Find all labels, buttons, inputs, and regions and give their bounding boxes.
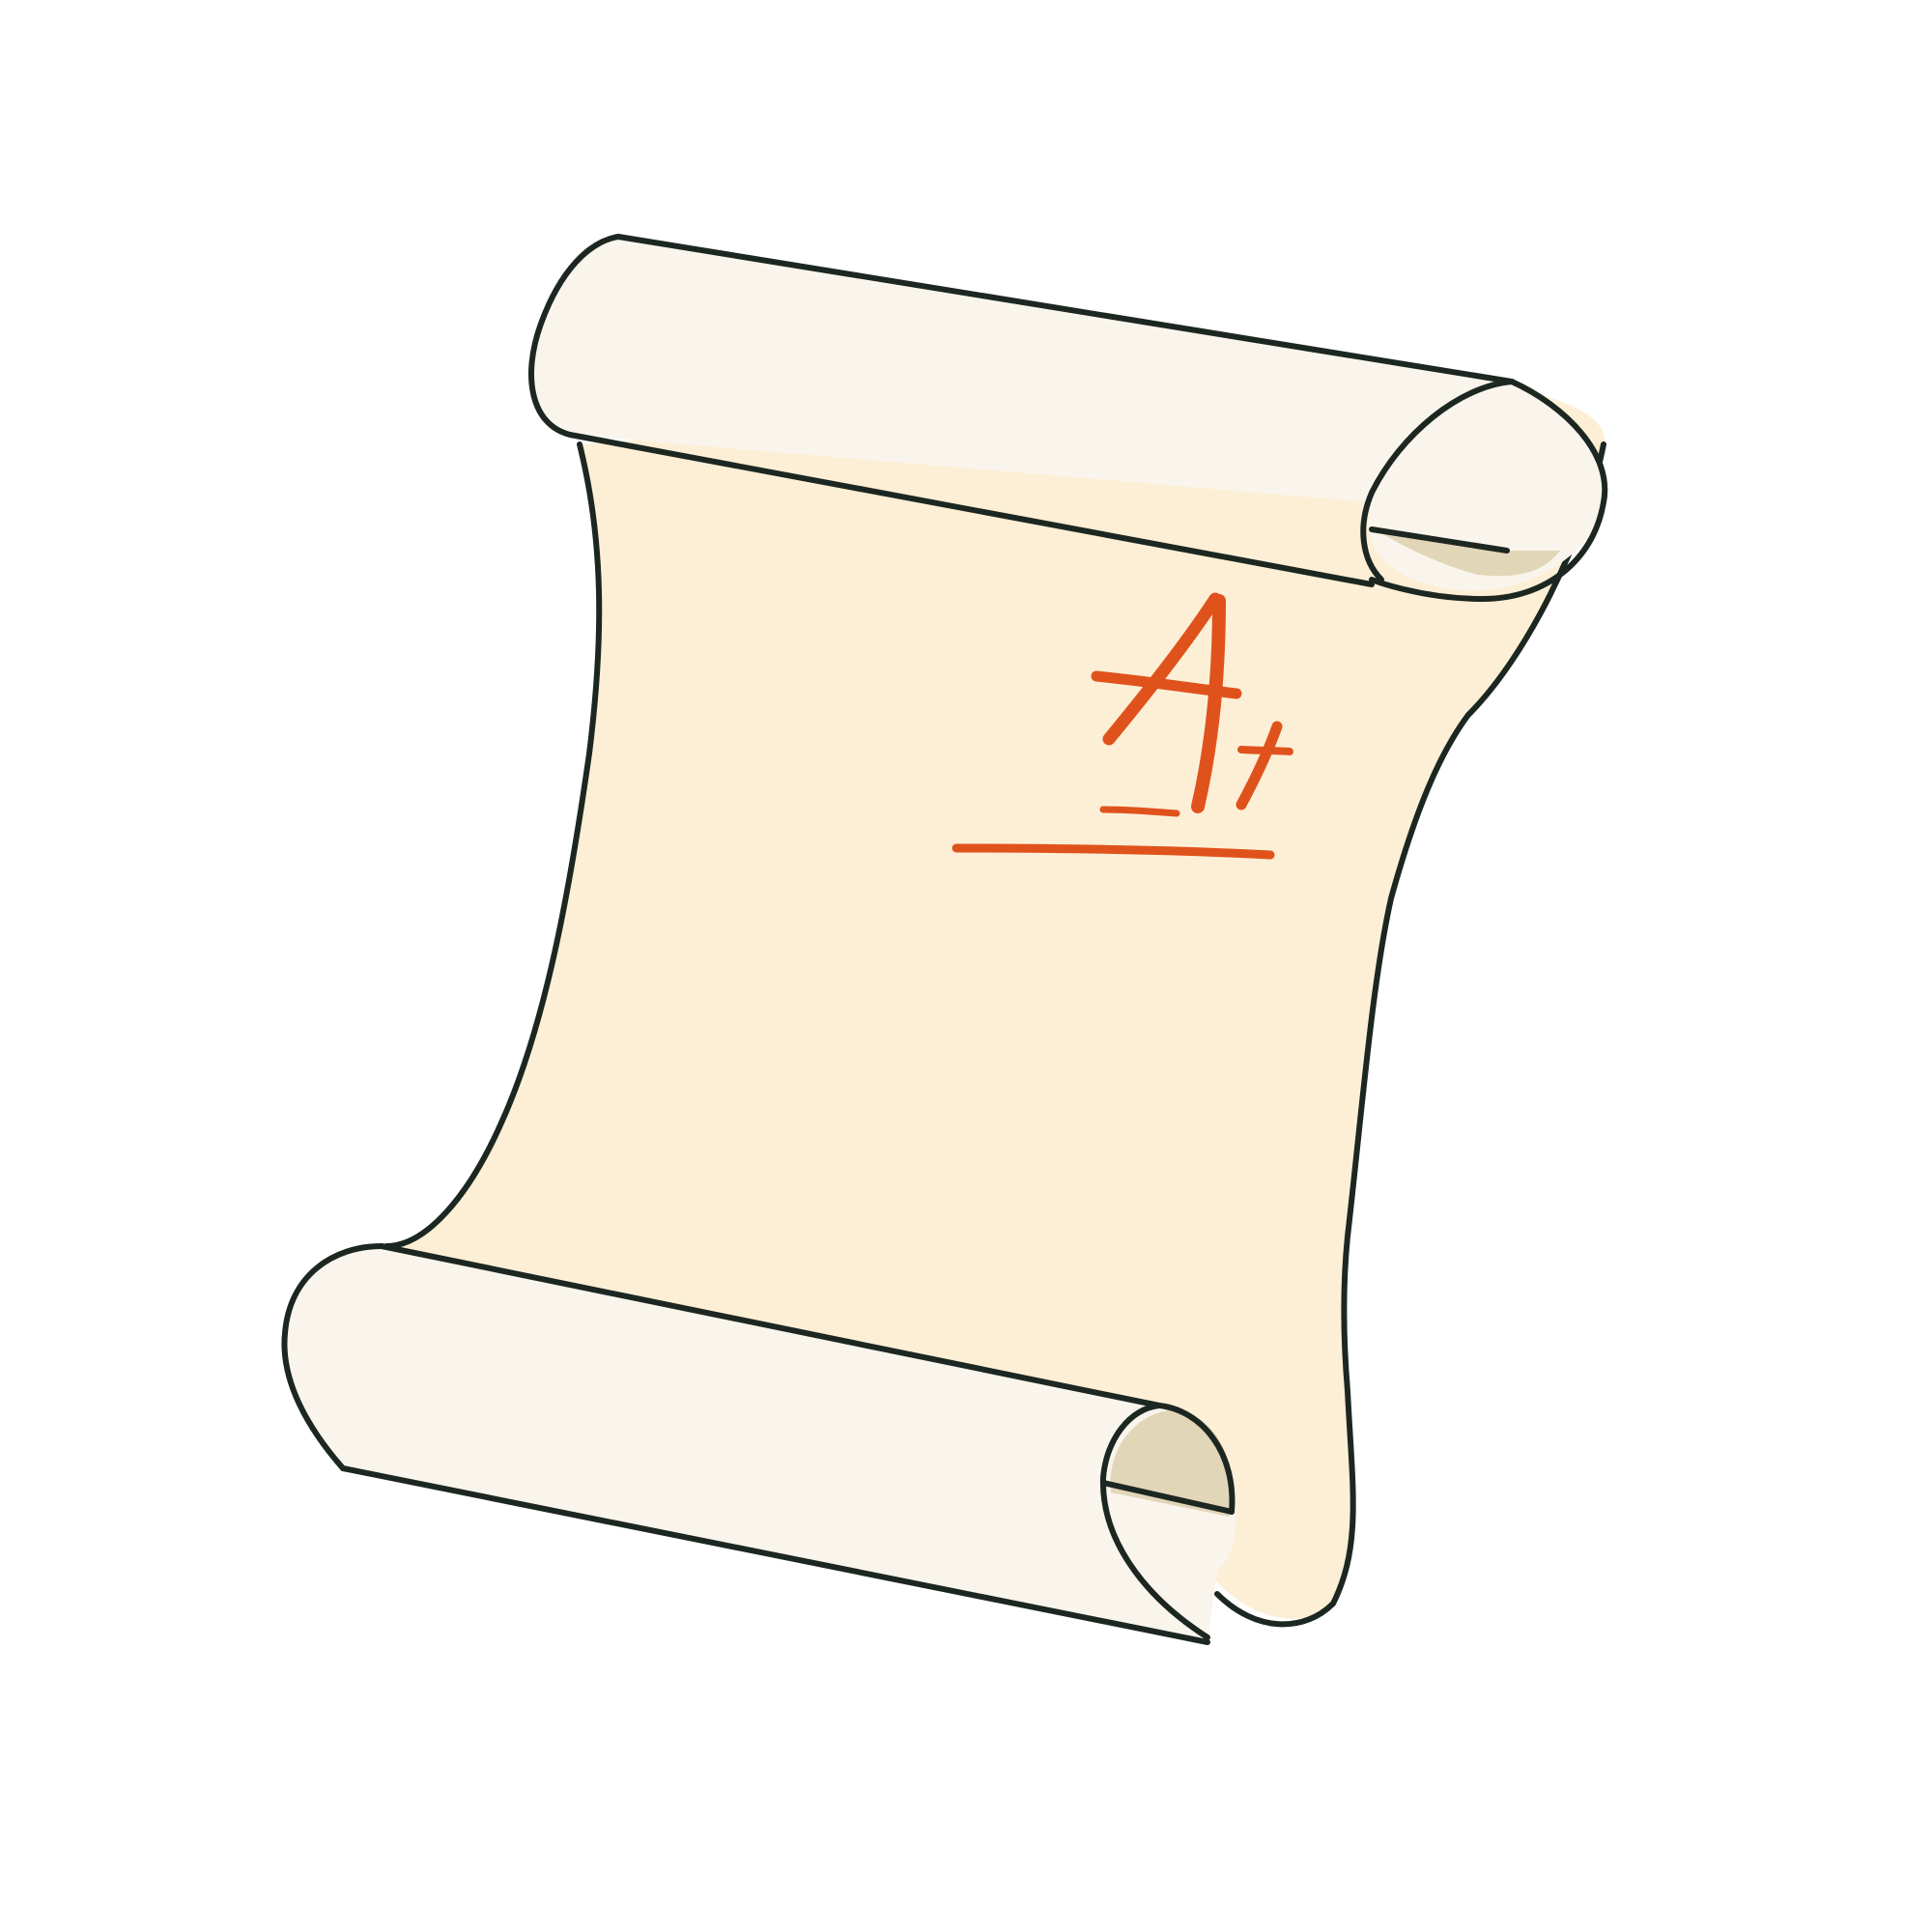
grade-short-underline bbox=[1103, 810, 1177, 813]
grade-plus-horizontal bbox=[1241, 750, 1290, 752]
